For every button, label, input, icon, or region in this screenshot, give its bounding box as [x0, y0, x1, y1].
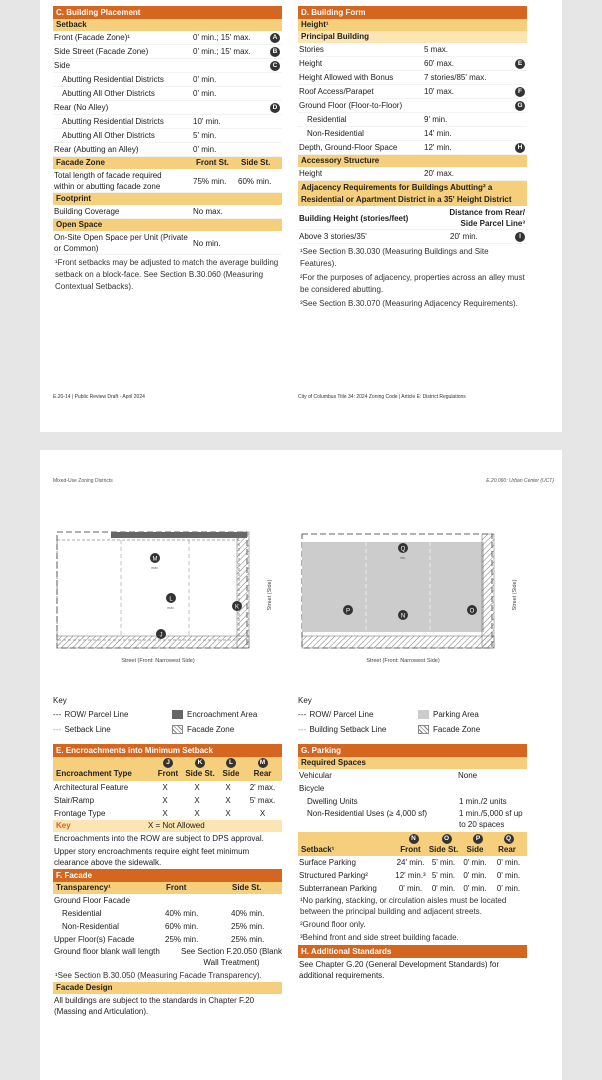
hatch-icon: [418, 725, 429, 734]
key-row-line: [298, 710, 373, 719]
key-label: Parking Area: [433, 710, 479, 719]
table-cell: 0' min.: [496, 871, 521, 880]
col-header: Front: [400, 845, 421, 854]
badge-l-icon: L: [226, 758, 236, 768]
badge-icon: A: [270, 33, 280, 43]
badge-m-icon: M: [258, 758, 268, 768]
dash-icon: - - -: [53, 710, 61, 719]
row-value: 1 min./2 units: [459, 797, 507, 806]
row-value: 10' min.: [193, 117, 221, 126]
setback-row: [53, 45, 282, 59]
key-label: ROW/ Parcel Line: [64, 710, 129, 719]
swatch-icon: [418, 710, 429, 719]
form-row: [298, 43, 527, 57]
table-cell: 2' max.: [249, 783, 276, 792]
row-value: See Section F.20.050 (Blank Wall Treatment): [181, 947, 282, 967]
dash-icon: - - -: [298, 710, 306, 719]
nonres-row: [298, 808, 527, 832]
table-cell: X: [194, 796, 200, 805]
key-label: Key: [56, 821, 71, 830]
row-label: Vehicular: [299, 771, 332, 780]
row-value: Distance from Rear/ Side Parcel Line³: [449, 208, 525, 228]
accessory-row: [298, 167, 527, 181]
key-row: [53, 820, 282, 832]
dash-icon: - - -: [53, 725, 61, 734]
form-footnote-3: ³See Section B.30.070 (Measuring Adjacency Requirements).: [300, 299, 518, 308]
table-cell: Stair/Ramp: [54, 796, 95, 805]
row-value: 0' min.: [193, 145, 217, 154]
row-value: [193, 101, 268, 114]
row-value: [193, 59, 268, 72]
table-cell: X: [225, 796, 231, 805]
facade-zone-subheader: [53, 157, 282, 169]
table-row: [53, 781, 282, 794]
badge-n-icon: N: [409, 834, 419, 844]
row-label: Roof Access/Parapet: [299, 87, 374, 96]
height-subheader: Height¹: [298, 19, 527, 31]
badge-icon: B: [270, 47, 280, 57]
row-value: No max.: [193, 207, 223, 216]
badge-icon: F: [515, 87, 525, 97]
marker-n-label: N: [400, 613, 406, 620]
parking-footnote-1: ¹No parking, stacking, or circulation aisles must be located between the principal building and adjacent streets.: [300, 896, 507, 916]
table-cell: Upper Floor(s) Facade: [54, 935, 135, 944]
facade-zone-front: [302, 636, 494, 648]
additional-text: See Chapter G.20 (General Development Standards) for additional requirements.: [299, 960, 500, 980]
row-value: No min.: [193, 239, 221, 248]
swatch-icon: [172, 710, 183, 719]
setback-row: [53, 87, 282, 101]
open-space-subheader: Open Space: [53, 219, 282, 231]
row-label: Abutting Residential Districts: [62, 75, 164, 84]
required-subheader: Required Spaces: [298, 757, 527, 769]
facade-design-text: All buildings are subject to the standards in Chapter F.20 (Massing and Articulation).: [54, 996, 255, 1016]
setback-row: [53, 143, 282, 157]
row-label: Side: [54, 61, 71, 70]
row-value: 20' min.: [450, 232, 478, 241]
footprint-subheader: Footprint: [53, 193, 282, 205]
setback-line: [57, 540, 239, 640]
table-row: [298, 882, 527, 895]
facade-zone-front: [57, 636, 249, 648]
key-label: Encroachment Area: [187, 710, 258, 719]
table-cell: 12' min.³: [395, 871, 426, 880]
row-value: 60' max.: [424, 59, 454, 68]
row-value: 0' min.; 15' max.: [193, 33, 251, 42]
table-cell: X: [194, 809, 200, 818]
row-value: 12' min.: [424, 143, 452, 152]
row-label: Abutting Residential Districts: [62, 117, 164, 126]
badge-icon: E: [515, 59, 525, 69]
row-label: Dwelling Units: [307, 797, 358, 806]
table-cell: 0' min.: [496, 858, 521, 867]
facade-zone-front: Front St.: [196, 158, 229, 167]
facade-zone-side: [482, 534, 494, 648]
facade-header: F. Facade: [53, 869, 282, 882]
key-facade-zone: [418, 725, 480, 734]
key-label: Facade Zone: [187, 725, 235, 734]
row-value: 20' max.: [424, 169, 454, 178]
key-setback-line: [298, 725, 386, 734]
badge-o-icon: O: [442, 834, 452, 844]
transparency-subheader: [53, 882, 282, 894]
row-label: Non-Residential: [307, 129, 364, 138]
table-row: [298, 856, 527, 869]
transparency-label: Transparency¹: [56, 883, 111, 892]
footprint-row: [53, 205, 282, 219]
row-label: On-Site Open Space per Unit (Private or Common): [54, 233, 188, 253]
col-header: Side: [466, 845, 484, 854]
table-cell: 40% min.: [165, 909, 199, 918]
row-value: 10' max.: [424, 87, 454, 96]
table-cell: Architectural Feature: [54, 783, 129, 792]
row-label: Non-Residential Uses (≥ 4,000 sf): [307, 809, 427, 818]
col-header: Side St.: [185, 769, 215, 778]
col-header: Encroachment Type: [56, 769, 132, 778]
header-right: E.20.060: Urban Center (UCT): [486, 478, 554, 484]
footer-left: E.20-14 | Public Review Draft - April 2024: [53, 394, 145, 400]
row-label: Bicycle: [299, 784, 325, 793]
key-text: X = Not Allowed: [148, 821, 205, 830]
row-label: Front (Facade Zone)¹: [54, 33, 131, 42]
row-label: Rear (Abutting an Alley): [54, 145, 139, 154]
table-cell: 0' min.: [398, 884, 423, 893]
form-footnote-1: ¹See Section B.30.030 (Measuring Buildings and Site Features).: [300, 247, 489, 268]
setback-row: [53, 129, 282, 143]
parking-footnote-2: ²Ground floor only.: [300, 920, 366, 929]
row-label: Stories: [299, 45, 324, 54]
key-setback-line: [53, 725, 111, 734]
col-header: Front: [166, 883, 187, 892]
street-front-label: Street (Front: Narrowest Side): [121, 658, 195, 664]
encroachment-area: [111, 532, 247, 538]
badge-icon: C: [270, 61, 280, 71]
row-label: Ground Floor (Floor-to-Floor): [299, 101, 403, 110]
row-label: Residential: [307, 115, 347, 124]
row-label: Abutting All Other Districts: [62, 89, 155, 98]
dwelling-row: [298, 795, 527, 808]
form-row: [298, 127, 527, 141]
table-row: [53, 794, 282, 807]
footer-right: City of Columbus Title 34: 2024 Zoning Code | Article E: District Regulations: [298, 394, 466, 400]
facade-zone-label: Facade Zone: [56, 158, 105, 167]
row-label: Ground floor blank wall length: [54, 947, 160, 956]
table-cell: X: [225, 809, 231, 818]
encroach-note-1: Encroachments into the ROW are subject to DPS approval.: [54, 834, 264, 843]
setback-row: [53, 73, 282, 87]
table-cell: Surface Parking: [299, 858, 356, 867]
vehicular-row: [298, 769, 527, 782]
adjacency-row: [298, 230, 527, 244]
row-label: Height: [299, 169, 323, 178]
setback-label: Setback¹: [301, 845, 335, 854]
row-value: [424, 99, 513, 112]
row-label: Building Height (stories/feet): [299, 214, 409, 223]
page-bottom: [40, 450, 562, 1080]
table-cell: 5' max.: [249, 796, 276, 805]
key-label: Setback Line: [64, 725, 111, 734]
facade-zone-side: Side St.: [241, 158, 271, 167]
placement-footnote: ¹Front setbacks may be adjusted to match the average building setback on a block-face. See Section B.30.060 (Measuring Contextual Setbacks).: [55, 258, 279, 291]
row-label: Depth, Ground-Floor Space: [299, 143, 398, 152]
marker-m-label: M: [152, 556, 158, 563]
table-cell: [165, 894, 231, 907]
section-header: D. Building Form: [298, 6, 527, 19]
table-row: [53, 894, 282, 907]
badge-p-icon: P: [473, 834, 483, 844]
marker-o-label: O: [469, 608, 475, 615]
hatch-icon: [172, 725, 183, 734]
badge-icon: G: [515, 101, 525, 111]
street-side-label: Street (Side): [267, 579, 273, 611]
row-value: None: [458, 771, 478, 780]
row-label: Height: [299, 59, 323, 68]
parking-columns: [298, 844, 527, 856]
row-label: Building Coverage: [54, 207, 120, 216]
encroach-note-2: Upper story encroachments require eight feet minimum clearance above the sidewalk.: [54, 847, 250, 867]
form-row: [298, 71, 527, 85]
table-cell: Non-Residential: [62, 922, 119, 931]
table-cell: 5' min.: [431, 871, 456, 880]
blank-wall-row: [53, 946, 282, 970]
building-form-section: [298, 6, 527, 310]
parking-diagram: [298, 520, 527, 670]
row-value: 0' min.: [193, 89, 217, 98]
page-top: [40, 0, 562, 432]
table-cell: Frontage Type: [54, 809, 106, 818]
table-cell: 0' min.: [431, 884, 456, 893]
open-space-row: [53, 231, 282, 255]
building-placement-section: [53, 6, 282, 293]
table-cell: 60% min.: [165, 922, 199, 931]
table-cell: Subterranean Parking: [299, 884, 377, 893]
table-cell: X: [162, 796, 168, 805]
col-header: Side St.: [428, 845, 459, 854]
row-label: Height Allowed with Bonus: [299, 73, 394, 82]
key-facade-zone: [172, 725, 234, 734]
facade-zone-side: [234, 532, 249, 648]
table-cell: [231, 894, 282, 907]
table-cell: 25% min.: [231, 922, 265, 931]
col-header: Side: [222, 769, 240, 778]
col-header: Rear: [498, 845, 516, 854]
parking-footnote-3: ³Behind front and side street building facade.: [300, 933, 459, 942]
street-front-label: Street (Front: Narrowest Side): [366, 658, 440, 664]
max-label: max.: [151, 566, 159, 570]
marker-k-label: K: [234, 604, 240, 611]
setback-row: [53, 115, 282, 129]
adjacency-subheader: Adjacency Requirements for Buildings Abutting² a Residential or Apartment District in a 35' Height District: [298, 181, 527, 206]
col-header: Rear: [253, 769, 272, 778]
dash-icon: - - -: [298, 725, 306, 734]
row-value: 60% min.: [238, 177, 272, 186]
row-value: 5 max.: [424, 45, 449, 54]
key-row-line: [53, 710, 128, 719]
badge-icon: H: [515, 143, 525, 153]
row-value: 0' min.; 15' max.: [193, 47, 251, 56]
principal-subheader: Principal Building: [298, 31, 527, 43]
row-value: 14' min.: [424, 129, 452, 138]
table-cell: X: [194, 783, 200, 792]
form-row: [298, 113, 527, 127]
table-cell: 40% min.: [231, 909, 265, 918]
section-header: E. Encroachments into Minimum Setback: [53, 744, 282, 757]
row-label: Rear (No Alley): [54, 103, 109, 112]
section-header: G. Parking: [298, 744, 527, 757]
table-cell: 0' min.: [463, 858, 487, 867]
adjacency-head-row: [298, 206, 527, 230]
row-value: 9' min.: [424, 115, 448, 124]
parking-section: [298, 744, 527, 982]
badge-icon: I: [515, 232, 525, 242]
street-side-label: Street (Side): [512, 579, 518, 611]
row-parcel-line: [57, 532, 247, 648]
table-cell: 25% min.: [231, 935, 265, 944]
table-cell: 0' min.: [463, 871, 487, 880]
badge-k-icon: K: [195, 758, 205, 768]
form-row: [298, 57, 527, 71]
row-label: Above 3 stories/35': [299, 232, 367, 241]
col-header: Front: [157, 769, 179, 778]
bicycle-row: [298, 782, 527, 795]
marker-l-label: L: [169, 596, 173, 603]
marker-p-label: P: [345, 608, 351, 615]
max-label: max.: [167, 606, 175, 610]
table-cell: 25% min.: [165, 935, 199, 944]
badge-q-icon: Q: [504, 834, 514, 844]
key-title: Key: [53, 696, 67, 705]
table-row: [53, 933, 282, 946]
row-value: 5' min.: [193, 131, 217, 140]
row-label: Abutting All Other Districts: [62, 131, 155, 140]
encroachment-columns: [53, 769, 282, 781]
setback-row: [53, 101, 282, 115]
form-row: [298, 141, 527, 155]
form-footnote-2: ²For the purposes of adjacency, properties across an alley must be considered abutting.: [300, 273, 525, 294]
row-value: 7 stories/85' max.: [424, 73, 487, 82]
table-cell: 0' min.: [463, 884, 487, 893]
badge-j-icon: J: [163, 758, 173, 768]
key-encroachment: [172, 710, 257, 719]
key-label: Facade Zone: [433, 725, 481, 734]
badge-icon: D: [270, 103, 280, 113]
form-row: [298, 85, 527, 99]
key-parking: [418, 710, 479, 719]
table-row: [298, 869, 527, 882]
encroachment-badges: [53, 757, 282, 769]
key-label: Building Setback Line: [309, 725, 387, 734]
marker-q-label: Q: [400, 546, 406, 553]
table-cell: 5' min.: [431, 858, 456, 867]
table-row: [53, 920, 282, 933]
form-row: [298, 99, 527, 113]
table-row: [53, 907, 282, 920]
row-value: 0' min.: [193, 75, 217, 84]
accessory-subheader: Accessory Structure: [298, 155, 527, 167]
facade-footnote: ¹See Section B.30.050 (Measuring Facade Transparency).: [55, 971, 262, 980]
section-header: C. Building Placement: [53, 6, 282, 19]
table-cell: X: [162, 783, 168, 792]
header-left: Mixed-Use Zoning Districts: [53, 478, 113, 484]
setback-subheader: Setback: [53, 19, 282, 31]
facade-zone-row: [53, 169, 282, 193]
table-cell: X: [162, 809, 168, 818]
setback-row: [53, 31, 282, 45]
parking-badges: [298, 832, 527, 844]
table-cell: Ground Floor Facade: [54, 896, 131, 905]
setback-row: [53, 59, 282, 73]
table-cell: Residential: [62, 909, 102, 918]
table-cell: X: [225, 783, 231, 792]
row-value: 75% min.: [193, 177, 227, 186]
key-label: ROW/ Parcel Line: [309, 710, 374, 719]
encroachment-diagram: [53, 520, 282, 670]
table-row: [53, 807, 282, 820]
table-cell: 0' min.: [496, 884, 521, 893]
encroachment-facade-section: [53, 744, 282, 1018]
facade-design-subheader: Facade Design: [53, 982, 282, 994]
row-value: 1 min./5,000 sf up to 20 spaces: [459, 809, 523, 829]
col-header: Side St.: [232, 883, 262, 892]
table-cell: Structured Parking²: [299, 871, 368, 880]
marker-j-label: J: [159, 632, 163, 639]
additional-header: H. Additional Standards: [298, 945, 527, 958]
table-cell: 24' min.: [396, 858, 425, 867]
row-label: Side Street (Facade Zone): [54, 47, 149, 56]
key-title: Key: [298, 696, 312, 705]
row-label: Total length of facade required within or abutting facade zone: [54, 171, 162, 191]
min-label: min.: [399, 556, 407, 560]
table-cell: X: [259, 809, 266, 818]
parking-area: [302, 542, 484, 632]
